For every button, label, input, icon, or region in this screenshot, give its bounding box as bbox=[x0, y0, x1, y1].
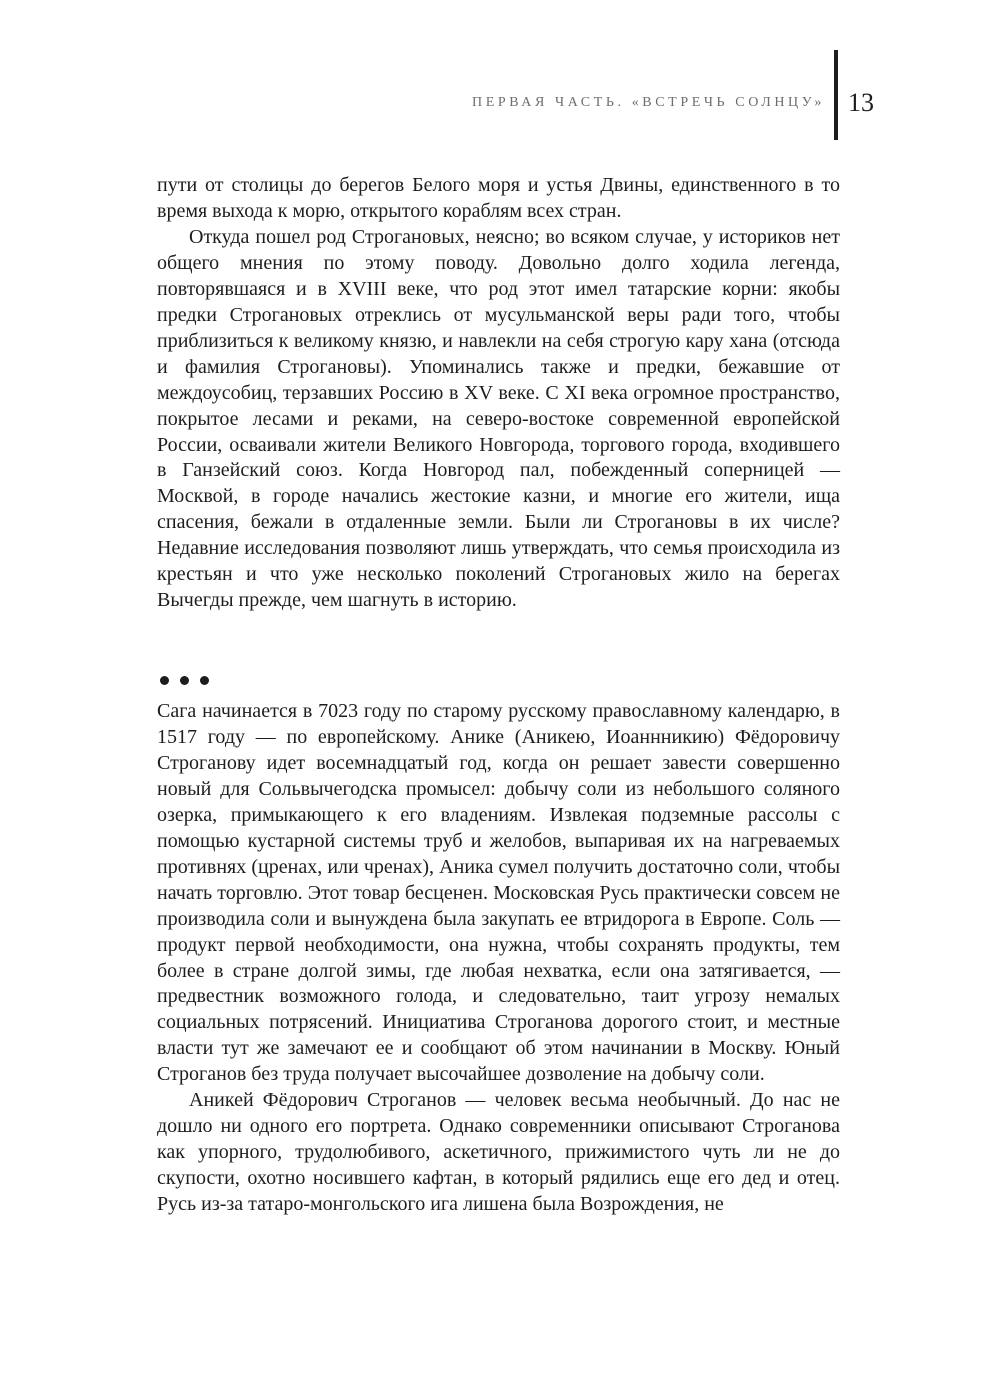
header-rule bbox=[834, 50, 838, 140]
dot-ornament bbox=[200, 676, 209, 685]
running-head: ПЕРВАЯ ЧАСТЬ. «ВСТРЕЧЬ СОЛНЦУ» bbox=[472, 95, 825, 110]
page-number: 13 bbox=[848, 88, 874, 117]
dot-ornament bbox=[180, 676, 189, 685]
dot-ornament bbox=[160, 676, 169, 685]
section-break-dots bbox=[160, 674, 209, 686]
text-block-one bbox=[157, 173, 840, 614]
paragraph-continuation: пути от столицы до берегов Белого моря и устья Двины, единственного в то время выхода к морю, открытого кораблям всех стран. bbox=[157, 174, 840, 222]
paragraph-anikey: Аникей Фёдорович Строганов — человек весьма необычный. До нас не дошло ни одного его портрета. Однако современники описывают Строганова как упорного, трудолюбивого, аскетичного, прижимистого чуть ли не до скупости, охотно носившего кафтан, в который рядились еще его дед и отец. Русь из-за татаро-монгольского ига лишена была Возрождения, не bbox=[157, 1089, 840, 1216]
paragraph-stroganov-origins: Откуда пошел род Строгановых, неясно; во всяком случае, у историков нет общего мнения по этому поводу. Довольно долго ходила легенда, повторявшаяся и в XVIII веке, что род этот имел татарские корни: якобы предки Строгановых отреклись от мусульманской веры ради того, чтобы приблизиться к великому князю, и навлекли на себя строгую кару хана (отсюда и фамилия Строгановы). Упоминались также и предки, бежавшие от междоусобиц, терзавших Россию в XV веке. С XI века огромное пространство, покрытое лесами и реками, на северо-востоке современной европейской России, осваивали жители Великого Новгорода, торгового города, входившего в Ганзейский союз. Когда Новгород пал, побежденный соперницей — Москвой, в городе начались жестокие казни, и многие его жители, ища спасения, бежали в отдаленные земли. Были ли Строгановы в их числе? Недавние исследования позволяют лишь утверждать, что семья происходила из крестьян и что уже несколько поколений Строгановых жило на берегах Вычегды прежде, чем шагнуть в историю. bbox=[157, 225, 840, 612]
paragraph-saga-begins: Сага начинается в 7023 году по старому русскому православному календарю, в 1517 году — по европейскому. Анике (Аникею, Иоаннникию) Фёдоровичу Строганову идет восемнадцатый год, когда он решает завести совершенно новый для Сольвычегодска промысел: добычу соли из небольшого соляного озерка, примыкающего к его владениям. Извлекая подземные рассолы с помощью кустарной системы труб и желобов, выпаривая их на нагреваемых противнях (цренах, или чренах), Аника сумел получить достаточно соли, чтобы начать торговлю. Этот товар бесценен. Московская Русь практически совсем не производила соли и вынуждена была закупать ее втридорога в Европе. Соль — продукт первой необходимости, она нужна, чтобы сохранять продукты, тем более в стране долгой зимы, где любая нехватка, если она затягивается, — предвестник возможного голода, и следовательно, таит угрозу немалых социальных потрясений. Инициатива Строганова дорогого стоит, и местные власти тут же замечают ее и сообщают об этом начинании в Москву. Юный Строганов без труда получает высочайшее дозволение на добычу соли. bbox=[157, 700, 840, 1086]
text-block-two bbox=[157, 699, 840, 1218]
